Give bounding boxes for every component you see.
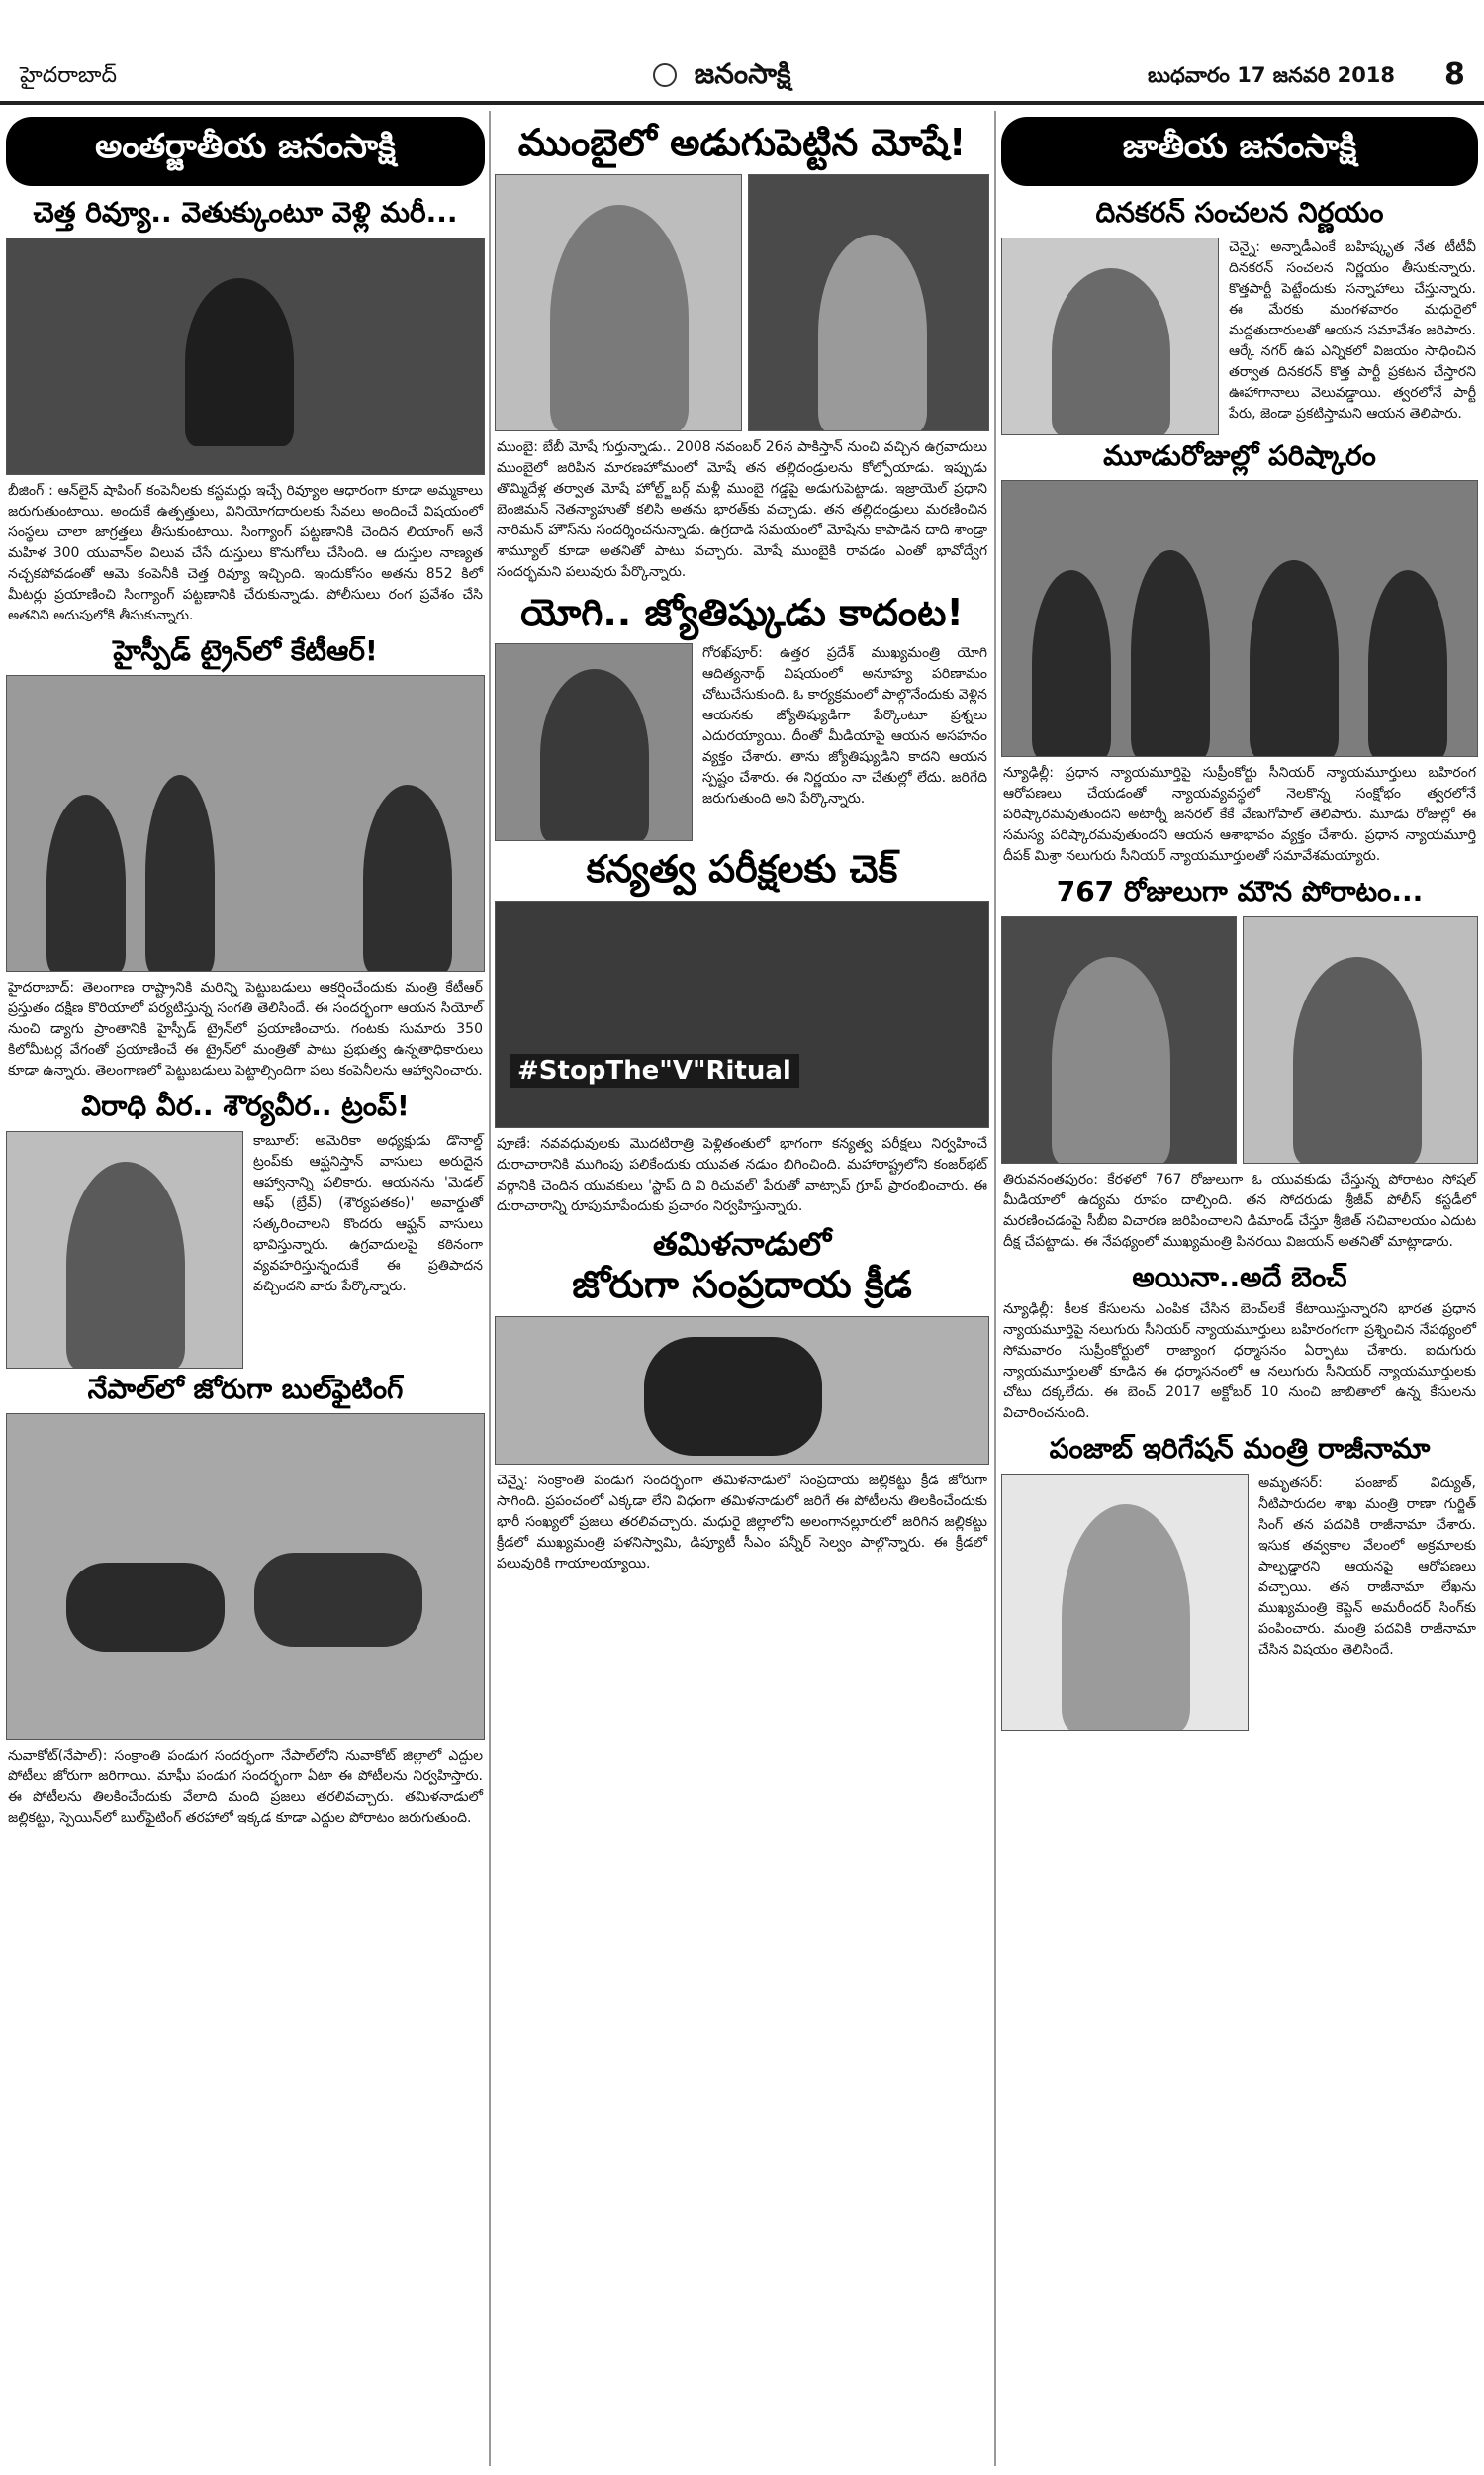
column-international [6, 111, 485, 1837]
story-kicker: తమిళనాడులో [652, 1224, 832, 1263]
story-body: పూణే: నవవధువులకు మొదటిరాత్రి పెళ్లితంతులో భాగంగా కన్యత్వ పరీక్షలు నిర్వహించే దురాచారానికి ముగింపు పలికేందుకు యువత నడుం బిగించింది. మహారాష్ట్రలోని కంజర్‌భట్‌ వర్గానికి చెందిన యువకులు 'స్టాప్‌ ది వి రిచువల్‌' పేరుతో వాట్సాప్‌ గ్రూప్‌ ప్రారంభించారు. ఈ దురాచారాన్ని రూపుమాపేందుకు ప్రచారం నిర్వహిస్తున్నారు. [497, 1135, 987, 1214]
story-jallikattu [495, 1225, 989, 1574]
page-number: 8 [1444, 57, 1465, 92]
story-body: బీజింగ్‌ : ఆన్‌లైన్‌ షాపింగ్‌ కంపెనీలకు కస్టమర్లు ఇచ్చే రివ్యూల ఆధారంగా కూడా అమ్మకాలు జరుగుతుంటాయి. అందుకే ఉత్పత్తులు, వినియోగదారులకు సేవలు అందించే విషయంలో సంస్థలు చాలా జాగ్రత్తలు తీసుకుంటాయి. సింగ్యాంగ్‌ పట్టణానికి చెందిన లియాంగ్‌ అనే మహిళ 300 యువాన్‌ల విలువ చేసే దుస్తులు కొనుగోలు చేసింది. ఆ దుస్తుల నాణ్యత నచ్చకపోవడంతో ఆమె కంపెనీకి చెత్త రివ్యూ ఇచ్చింది. ఇందుకోసం అతను 852 కిలో మీటర్లు ప్రయాణించి సింగ్యాంగ్‌ పట్టణానికి చేరుకున్నాడు. పోలీసులు రంగ ప్రవేశం చేసి అతనిని అదుపులోకి తీసుకున్నారు. [8, 482, 483, 623]
masthead-date: బుధవారం 17 జనవరి 2018 [1148, 63, 1396, 87]
person-icon [1062, 1504, 1190, 1731]
masthead [0, 0, 1484, 109]
story-photo [1001, 238, 1219, 435]
story-body: ముంబై: బేబీ మోషే గుర్తున్నాడు.. 2008 నవంబర్‌ 26న పాకిస్తాన్‌ నుంచి వచ్చిన ఉగ్రవాదులు ముంబైలో జరిపిన మారణహోమంలో మోషే తన తల్లిదండ్రులను కోల్పోయాడు. ఇప్పుడు తొమ్మిదేళ్ల తర్వాత మోషే హోల్ట్జ్‌బర్గ్‌ మళ్లీ ముంబై గడ్డపై అడుగుపెట్టాడు. ఇజ్రాయెల్‌ ప్రధాని బెంజిమన్‌ నెతన్యాహుతో కలిసి అతను భారత్‌కు వచ్చాడు. తన తల్లిదండ్రులు మరణించిన నారిమన్‌ హౌస్‌ను సందర్శించనున్నాడు. ఉగ్రదాడి సమయంలో మోషేను కాపాడిన దాది శాండ్రా శామ్యూల్‌ కూడా అతనితో పాటు వచ్చారు. మోషే ముంబైకి రావడం ఎంతో భావోద్వేగ సందర్భమని పలువురు పేర్కొన్నారు. [497, 438, 987, 580]
story-body: న్యూఢిల్లీ: కీలక కేసులను ఎంపిక చేసిన బెంచ్‌లకే కేటాయిస్తున్నారని భారత ప్రధాన న్యాయమూర్తిపై నలుగురు సీనియర్‌ న్యాయమూర్తులు బహిరంగంగా ప్రశ్నించిన నేపథ్యంలో సోమవారం సుప్రీంకోర్టులో రాజ్యాంగ ధర్మాసనం ఏర్పాటు చేశారు. ఐదుగురు న్యాయమూర్తులతో కూడిన ఈ ధర్మాసనంలో ఆ నలుగురు సీనియర్‌ న్యాయమూర్తులకు చోటు దక్కలేదు. ఈ బెంచ్‌ 2017 అక్టోబర్‌ 10 నుంచి జాబితాలో ఉన్న కేసులను విచారించనుంది. [1003, 1301, 1476, 1422]
story-bullfight [6, 1373, 485, 1830]
person-icon [1052, 957, 1170, 1164]
story-body: గోరఖ్‌పూర్‌: ఉత్తర ప్రదేశ్‌ ముఖ్యమంత్రి యోగి ఆదిత్యనాథ్‌ విషయంలో అనూహ్య పరిణామం చోటుచేసుకుంది. ఓ కార్యక్రమంలో పాల్గొనేందుకు వెళ్లిన ఆయనకు జ్యోతిష్యుడిగా పేర్కొంటూ ప్రశ్నలు ఎదురయ్యాయి. దీంతో మీడియాపై ఆయన అసహనం వ్యక్తం చేశారు. తాను జ్యోతిష్యుడిని కాదని ఆయన స్పష్టం చేశారు. ఈ నిర్ణయం నా చేతుల్లో లేదు. జరిగేది జరుగుతుంది అని పేర్కొన్నారు. [702, 645, 987, 808]
story-body: హైదరాబాద్‌: తెలంగాణ రాష్ట్రానికి మరిన్ని పెట్టుబడులు ఆకర్షించేందుకు మంత్రి కేటీఆర్‌ ప్రస్తుతం దక్షిణ కొరియాలో పర్యటిస్తున్న సంగతి తెలిసిందే. ఈ సందర్భంగా ఆయన సియోల్‌ నుంచి డ్యాగు ప్రాంతానికి హైస్పీడ్‌ ట్రైన్‌లో ప్రయాణించారు. గంటకు సుమారు 350 కిలోమీటర్ల వేగంతో ప్రయాణించే ఈ ట్రైన్‌లో మంత్రితో పాటు ప్రభుత్వ ఉన్నతాధికారులు కూడా ఉన్నారు. తెలంగాణలో పెట్టుబడులు పెట్టాల్సిందిగా పలు కంపెనీలను ఆహ్వానించారు. [8, 980, 483, 1080]
person-icon [145, 775, 215, 972]
story-photo [6, 238, 485, 475]
masthead-rule [0, 101, 1484, 105]
story-punjab-minister [1001, 1432, 1478, 1731]
story-photo [1001, 916, 1237, 1164]
story-trump [6, 1090, 485, 1369]
story-review [6, 196, 485, 626]
story-headline: హైస్పీడ్‌ ట్రైన్‌లో కేటీఆర్‌! [113, 633, 378, 667]
masthead-brand [653, 57, 791, 97]
story-yogi [495, 591, 989, 842]
person-icon [1032, 570, 1111, 757]
story-headline: మూడురోజుల్లో పరిష్కారం [1103, 438, 1376, 472]
story-headline: కన్యత్వ పరీక్షలకు చెక్‌ [586, 847, 898, 892]
story-virginity-test [495, 847, 989, 1217]
story-photo [1001, 480, 1478, 757]
person-icon [185, 278, 294, 446]
story-photo [6, 675, 485, 972]
bull-icon [644, 1337, 822, 1456]
bull-icon [254, 1553, 422, 1647]
story-photo [748, 174, 989, 431]
story-headline: యోగి.. జ్యోతిష్కుడు కాదంట! [520, 590, 964, 634]
story-body: నువాకోట్‌(నేపాల్‌): సంక్రాంతి పండుగ సందర్భంగా నేపాల్‌లోని నువాకోట్‌ జిల్లాలో ఎద్దుల పోటీలు జోరుగా జరిగాయి. మాఘీ పండుగ సందర్భంగా ఏటా ఈ పోటీలను నిర్వహిస్తారు. ఈ పోటీలను తిలకించేందుకు వేలాది మంది ప్రజలు తరలివచ్చారు. తమిళనాడులో జల్లికట్టు, స్పెయిన్‌లో బుల్‌ఫైటింగ్‌ తరహాలో ఇక్కడ కూడా ఎద్దుల పోరాటం జరుగుతుంది. [8, 1748, 483, 1827]
story-photo [495, 901, 989, 1128]
bull-icon [66, 1563, 225, 1652]
story-dinakaran [1001, 196, 1478, 435]
story-headline: అయినా..అదే బెంచ్‌ [1132, 1260, 1347, 1293]
story-moshe [495, 121, 989, 583]
story-headline: 767 రోజులుగా మౌన పోరాటం... [1056, 875, 1424, 908]
story-ktr-train [6, 634, 485, 1083]
column-divider [489, 111, 491, 2466]
person-icon [540, 669, 649, 841]
story-photo [6, 1131, 243, 1369]
person-icon [1368, 570, 1447, 757]
story-headline: విరాధి వీర.. శౌర్యవీర.. ట్రంప్‌! [81, 1090, 410, 1123]
story-headline: పంజాబ్‌ ఇరిగేషన్‌ మంత్రి రాజీనామా [1049, 1432, 1431, 1466]
story-photo [6, 1413, 485, 1740]
story-body: న్యూఢిల్లీ: ప్రధాన న్యాయమూర్తిపై సుప్రీంకోర్టు సీనియర్‌ న్యాయమూర్తులు బహిరంగ ఆరోపణలు చేయడంతో న్యాయవ్యవస్థలో నెలకొన్న సంక్షోభం త్వరలోనే పరిష్కారమవుతుందని అటార్నీ జనరల్‌ కేకే వేణుగోపాల్‌ తెలిపారు. మూడు రోజుల్లో ఈ సమస్య పరిష్కారమవుతుందని ఆయన ఆశాభావం వ్యక్తం చేశారు. ప్రధాన న్యాయమూర్తి దీపక్‌ మిశ్రా నలుగురు సీనియర్‌ న్యాయమూర్తులతో సమావేశమయ్యారు. [1003, 765, 1476, 865]
story-three-days [1001, 439, 1478, 868]
person-icon [1293, 957, 1422, 1164]
story-headline: చెత్త రివ్యూ.. వెతుక్కుంటూ వెళ్లి మరీ... [33, 196, 458, 229]
story-photo [1243, 916, 1478, 1164]
person-icon [66, 1162, 185, 1369]
story-body: చెన్నై: సంక్రాంతి పండుగ సందర్భంగా తమిళనాడులో సంప్రదాయ జల్లికట్టు క్రీడ జోరుగా సాగింది. ప్రపంచంలో ఎక్కడా లేని విధంగా తమిళనాడులో జరిగే ఈ పోటీలను తిలకించేందుకు భారీ సంఖ్యలో ప్రజలు తరలివచ్చారు. మధురై జిల్లాలోని అలంగానల్లూరులో జరిగిన జల్లికట్టు క్రీడలో ముఖ్యమంత్రి పళనిస్వామి, డిప్యూటీ సీఎం పన్నీర్‌ సెల్వం పాల్గొన్నారు. ఈ క్రీడలో పలువురికి గాయాలయ్యాయి. [497, 1472, 987, 1571]
story-body: కాబూల్‌: అమెరికా అధ్యక్షుడు డొనాల్డ్‌ ట్రంప్‌కు ఆఫ్ఘనిస్తాన్‌ వాసులు అరుదైన ఆహ్వానాన్ని పలికారు. ఆయనను 'మెడల్‌ ఆఫ్‌ (బ్రేవ్‌) (శౌర్యపతకం)' అవార్డుతో సత్కరించాలని కొందరు ఆఫ్ఘన్‌ వాసులు భావిస్తున్నారు. ఉగ్రవాదులపై కఠినంగా వ్యవహరిస్తున్నందుకే ఈ ప్రతిపాదన వచ్చిందని వారు పేర్కొన్నారు. [253, 1132, 483, 1294]
column-divider [994, 111, 996, 2466]
masthead-city: హైదరాబాద్ [20, 63, 117, 88]
person-icon [46, 795, 126, 972]
story-photo [495, 643, 693, 841]
story-body: చెన్నై: అన్నాడీఎంకే బహిష్కృత నేత టీటీవీ దినకరన్‌ సంచలన నిర్ణయం తీసుకున్నారు. కొత్తపార్టీ పెట్టేందుకు సన్నాహాలు చేస్తున్నారు. ఈ మేరకు మంగళవారం మధురైలో మద్దతుదారులతో ఆయన సమావేశం జరిపారు. ఆర్కే నగర్‌ ఉప ఎన్నికలో విజయం సాధించిన తర్వాత దినకరన్‌ కొత్త పార్టీ ప్రకటన చేస్తారని ఊహాగానాలు వెలువడ్డాయి. త్వరలోనే పార్టీ పేరు, జెండా ప్రకటిస్తామని ఆయన తెలిపారు. [1229, 238, 1476, 422]
story-headline: దినకరన్‌ సంచలన నిర్ణయం [1095, 196, 1384, 229]
section-banner: జాతీయ జనంసాక్షి [1001, 117, 1478, 186]
story-body: తిరువనంతపురం: కేరళలో 767 రోజులుగా ఓ యువకుడు చేస్తున్న పోరాటం సోషల్‌ మీడియాలో ఉద్యమ రూపం దాల్చింది. తన సోదరుడు శ్రీజీవ్‌ పోలీస్‌ కస్టడీలో మరణించడంపై సీబీఐ విచారణ జరిపించాలని డిమాండ్‌ చేస్తూ శ్రీజిత్‌ సచివాలయం ఎదుట దీక్ష చేపట్టాడు. ఈ నేపథ్యంలో ముఖ్యమంత్రి పినరయి విజయన్‌ అతనితో మాట్లాడారు. [1003, 1171, 1476, 1250]
story-photo [495, 174, 742, 431]
story-headline: జోరుగా సంప్రదాయ క్రీడ [572, 1263, 912, 1307]
person-icon [550, 205, 689, 431]
column-center [495, 111, 989, 1582]
story-767-days [1001, 875, 1478, 1253]
story-headline: నేపాల్‌లో జోరుగా బుల్‌ఫైటింగ్‌ [87, 1372, 404, 1405]
column-national [1001, 111, 1478, 1731]
brand-name: జనంసాక్షి [694, 57, 791, 90]
person-icon [818, 235, 927, 431]
story-same-bench [1001, 1261, 1478, 1425]
story-photo [495, 1316, 989, 1465]
person-icon [1250, 560, 1339, 757]
section-banner: అంతర్జాతీయ జనంసాక్షి [6, 117, 485, 186]
person-icon [1131, 550, 1210, 757]
person-icon [363, 785, 452, 972]
story-photo [1001, 1474, 1249, 1731]
image-caption: #StopThe"V"Ritual [510, 1054, 799, 1088]
newspaper-logo-icon [653, 63, 677, 87]
person-icon [1052, 268, 1170, 435]
story-body: అమృతసర్‌: పంజాబ్‌ విద్యుత్‌, నీటిపారుదల శాఖ మంత్రి రాణా గుర్జిత్‌ సింగ్‌ తన పదవికి రాజీనామా చేశారు. ఇసుక తవ్వకాల వేలంలో అక్రమాలకు పాల్పడ్డారని ఆయనపై ఆరోపణలు వచ్చాయి. తన రాజీనామా లేఖను ముఖ్యమంత్రి కెప్టెన్‌ అమరీందర్‌ సింగ్‌కు పంపించారు. మంత్రి పదవికి రాజీనామా చేసిన విషయం తెలిసిందే. [1258, 1475, 1476, 1658]
story-headline: ముంబైలో అడుగుపెట్టిన మోషే! [517, 121, 967, 164]
